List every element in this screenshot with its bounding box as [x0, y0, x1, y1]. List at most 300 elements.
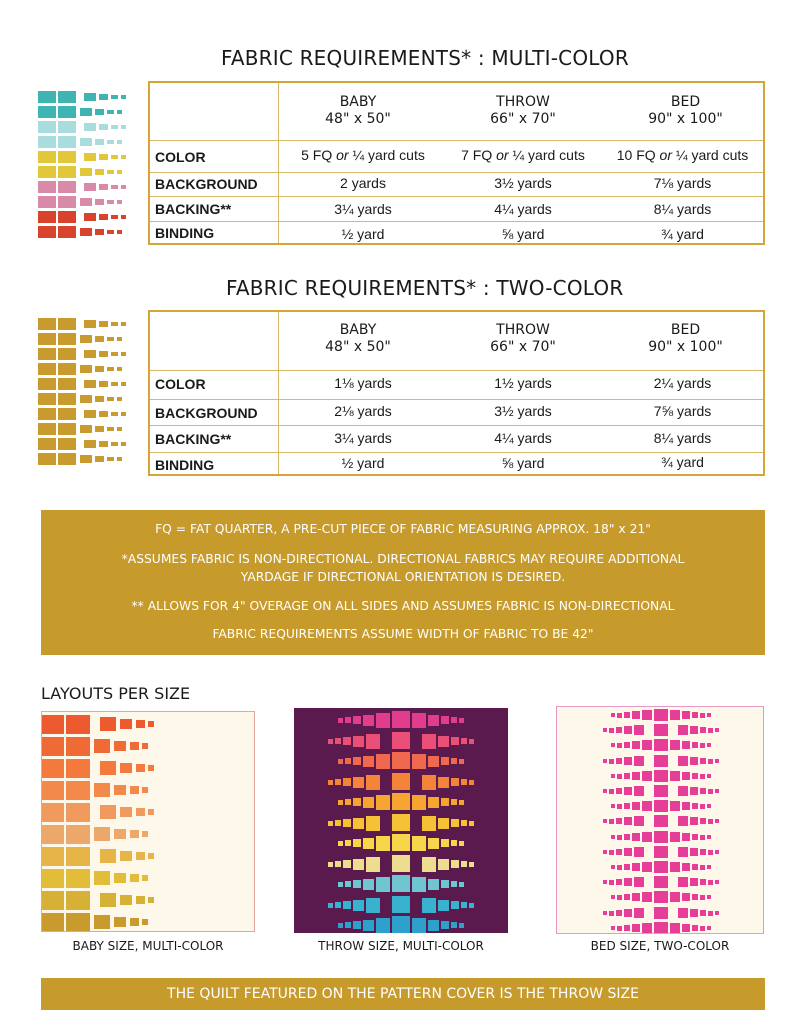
quilt-block [616, 879, 622, 885]
quilt-block [708, 880, 713, 885]
quilt-block [94, 871, 110, 885]
icon-block [58, 106, 76, 118]
icon-block [107, 457, 114, 461]
quilt-block [343, 901, 351, 909]
quilt-block [654, 709, 668, 721]
col-throw-name: THROW [496, 94, 550, 110]
quilt-block [353, 839, 361, 847]
quilt-block [700, 910, 706, 916]
icon-block [95, 169, 104, 175]
quilt-block [634, 908, 644, 918]
quilt-block [130, 830, 139, 838]
quilt-block [412, 754, 426, 769]
quilt-block [632, 893, 640, 901]
icon-block [111, 382, 118, 386]
quilt-block [634, 756, 644, 766]
quilt-block [392, 875, 410, 892]
icon-block [117, 397, 122, 401]
quilt-block [366, 816, 380, 831]
quilt-block [42, 803, 64, 822]
quilt-block [451, 881, 457, 887]
quilt-block [654, 846, 668, 858]
quilt-block [700, 818, 706, 824]
quilt-block [700, 926, 705, 931]
quilt-block [42, 781, 64, 800]
quilt-block [678, 756, 688, 766]
quilt-block [611, 743, 615, 747]
quilt-block [130, 874, 139, 882]
quilt-block [469, 739, 474, 744]
icon-block [58, 378, 76, 390]
quilt-block [338, 759, 343, 764]
quilt-block [42, 869, 64, 888]
icon-block [99, 351, 108, 357]
quilt-block [469, 821, 474, 826]
quilt-block [363, 715, 374, 726]
icon-block [38, 91, 56, 103]
icon-block [121, 412, 126, 416]
icon-block [99, 411, 108, 417]
quilt-block [634, 816, 644, 826]
cell-backing-bed [601, 430, 764, 446]
quilt-block [66, 759, 90, 778]
cell-binding-bed [601, 454, 764, 470]
quilt-block [343, 819, 351, 827]
quilt-block [642, 923, 652, 933]
quilt-block [441, 798, 449, 806]
quilt-block [42, 913, 64, 932]
quilt-block [624, 803, 630, 809]
quilt-block [441, 921, 449, 929]
quilt-block [617, 865, 622, 870]
notes-box [41, 510, 765, 655]
quilt-block [678, 847, 688, 857]
quilt-block [366, 775, 380, 790]
quilt-block [459, 882, 464, 887]
quilt-block [338, 923, 343, 928]
quilt-block [366, 857, 380, 872]
quilt-block [654, 815, 668, 827]
icon-block [80, 228, 92, 236]
quilt-block [715, 728, 719, 732]
quilt-block [376, 918, 390, 933]
quilt-block [617, 895, 622, 900]
icon-block [95, 109, 104, 115]
quilt-block [136, 720, 145, 728]
quilt-block [100, 893, 116, 907]
icon-block [107, 337, 114, 341]
quilt-block [692, 803, 698, 809]
quilt-block [422, 857, 436, 872]
two-color-table [148, 310, 765, 476]
quilt-block [94, 827, 110, 841]
quilt-block [328, 862, 333, 867]
icon-block [58, 196, 76, 208]
icon-block [111, 352, 118, 356]
quilt-block [120, 763, 132, 773]
quilt-block [345, 881, 351, 887]
cell-text: 3¼ yards [334, 201, 392, 217]
quilt-block [42, 737, 64, 756]
two-color-icon [38, 318, 138, 468]
quilt-block [459, 800, 464, 805]
icon-block [111, 95, 118, 99]
multi-color-table [148, 81, 765, 245]
icon-block [58, 393, 76, 405]
quilt-block [345, 840, 351, 846]
quilt-block [459, 759, 464, 764]
quilt-block [422, 816, 436, 831]
note-fq: FQ = FAT QUARTER, A PRE-CUT PIECE OF FABRIC MEASURING APPROX. 18" x 21" [155, 522, 651, 536]
note-directional-2: YARDAGE IF DIRECTIONAL ORIENTATION IS DESIRED. [240, 570, 566, 584]
icon-block [99, 184, 108, 190]
quilt-block [611, 713, 615, 717]
quilt-block [707, 774, 711, 778]
quilt-block [120, 719, 132, 729]
icon-block [107, 397, 114, 401]
quilt-block [603, 850, 607, 854]
quilt-block [624, 848, 632, 856]
quilt-block [634, 725, 644, 735]
cell-color-bed [601, 147, 764, 163]
quilt-block [624, 773, 630, 779]
cell-color-throw [443, 375, 603, 391]
quilt-block [94, 739, 110, 753]
col-throw-size: 66" x 70" [490, 339, 556, 355]
quilt-block [690, 848, 698, 856]
quilt-block [392, 896, 410, 913]
icon-block [84, 320, 96, 328]
quilt-block [428, 920, 439, 931]
row-label-background: BACKGROUND [155, 405, 258, 421]
quilt-block [624, 878, 632, 886]
quilt-block [328, 903, 333, 908]
cell-text: 1½ yards [494, 375, 552, 391]
icon-block [84, 410, 96, 418]
throw-caption: THROW SIZE, MULTI-COLOR [318, 939, 484, 953]
quilt-block [678, 816, 688, 826]
quilt-block [438, 777, 449, 788]
quilt-block [392, 916, 410, 933]
quilt-block [707, 835, 711, 839]
quilt-block [708, 789, 713, 794]
quilt-block [603, 880, 607, 884]
col-bed-name: BED [670, 94, 701, 110]
quilt-block [678, 908, 688, 918]
quilt-block [451, 860, 459, 868]
quilt-block [353, 777, 364, 788]
quilt-block [345, 922, 351, 928]
row-label-binding: BINDING [155, 457, 215, 473]
cell-backing-bed [601, 201, 764, 217]
quilt-block [682, 863, 690, 871]
quilt-block [603, 789, 607, 793]
quilt-block [624, 757, 632, 765]
quilt-block [66, 803, 90, 822]
quilt-block [700, 835, 705, 840]
quilt-block [148, 897, 154, 903]
quilt-block [715, 880, 719, 884]
quilt-block [609, 911, 614, 916]
quilt-block [392, 773, 410, 790]
quilt-block [148, 765, 154, 771]
icon-block [80, 335, 92, 343]
icon-block [117, 230, 122, 234]
icon-block [84, 123, 96, 131]
quilt-block [343, 860, 351, 868]
quilt-block [338, 718, 343, 723]
cell-text: 5 FQ or ¼ yard cuts [301, 147, 425, 163]
col-throw [438, 94, 608, 128]
quilt-block [609, 880, 614, 885]
quilt-block [42, 891, 64, 910]
icon-block [80, 365, 92, 373]
multi-color-icon [38, 91, 138, 241]
quilt-block [412, 836, 426, 851]
quilt-block [692, 773, 698, 779]
icon-block [38, 121, 56, 133]
quilt-block [461, 861, 467, 867]
cell-text: ½ yard [341, 455, 385, 471]
icon-block [117, 337, 122, 341]
quilt-block [715, 759, 719, 763]
quilt-block [609, 819, 614, 824]
quilt-block [469, 862, 474, 867]
icon-block [84, 213, 96, 221]
icon-block [121, 352, 126, 356]
icon-block [111, 185, 118, 189]
icon-block [121, 442, 126, 446]
cell-background-bed [601, 175, 764, 191]
quilt-block [136, 764, 145, 772]
icon-block [107, 170, 114, 174]
col-bed-size: 90" x 100" [648, 111, 723, 127]
icon-block [38, 453, 56, 465]
quilt-block [617, 743, 622, 748]
quilt-block [678, 725, 688, 735]
quilt-block [343, 778, 351, 786]
col-baby [278, 322, 438, 356]
quilt-block [692, 742, 698, 748]
icon-block [80, 138, 92, 146]
quilt-block [642, 710, 652, 720]
cell-text: 3¼ yards [334, 430, 392, 446]
icon-block [38, 106, 56, 118]
icon-block [84, 153, 96, 161]
icon-block [117, 367, 122, 371]
quilt-block [451, 922, 457, 928]
icon-block [121, 215, 126, 219]
quilt-block [343, 737, 351, 745]
quilt-block [624, 742, 630, 748]
icon-block [117, 170, 122, 174]
cell-text: ⅝ yard [501, 226, 545, 242]
quilt-block [654, 724, 668, 736]
quilt-block [617, 804, 622, 809]
cell-backing-baby [278, 430, 448, 446]
quilt-block [136, 808, 145, 816]
quilt-block [459, 923, 464, 928]
cell-color-baby [278, 147, 448, 163]
quilt-block [100, 761, 116, 775]
quilt-block [690, 787, 698, 795]
quilt-block [114, 829, 126, 839]
col-throw-name: THROW [496, 322, 550, 338]
quilt-block [611, 895, 615, 899]
cell-text: 10 FQ or ¼ yard cuts [616, 147, 749, 163]
icon-block [95, 396, 104, 402]
cell-text: 4¼ yards [494, 201, 552, 217]
quilt-block [654, 907, 668, 919]
icon-block [107, 110, 114, 114]
cell-text: 7 FQ or ¼ yard cuts [461, 147, 585, 163]
cell-backing-throw [443, 201, 603, 217]
quilt-block [461, 902, 467, 908]
quilt-block [461, 779, 467, 785]
quilt-block [114, 741, 126, 751]
quilt-block [142, 743, 148, 749]
quilt-block [451, 778, 459, 786]
quilt-block [148, 721, 154, 727]
quilt-block [654, 739, 668, 751]
baby-caption: BABY SIZE, MULTI-COLOR [72, 939, 224, 953]
quilt-block [642, 771, 652, 781]
quilt-block [459, 841, 464, 846]
col-baby [278, 94, 438, 128]
quilt-block [642, 832, 652, 842]
quilt-block [376, 795, 390, 810]
two-color-title: FABRIC REQUIREMENTS* : TWO-COLOR [226, 276, 624, 300]
quilt-block [642, 801, 652, 811]
quilt-block [376, 877, 390, 892]
quilt-block [609, 728, 614, 733]
icon-block [95, 229, 104, 235]
quilt-block [642, 862, 652, 872]
note-width: FABRIC REQUIREMENTS ASSUME WIDTH OF FABRIC TO BE 42" [212, 627, 594, 641]
quilt-block [616, 758, 622, 764]
quilt-block [42, 759, 64, 778]
icon-block [58, 211, 76, 223]
quilt-block [707, 743, 711, 747]
quilt-block [670, 771, 680, 781]
icon-block [58, 423, 76, 435]
quilt-block [136, 852, 145, 860]
quilt-block [335, 861, 341, 867]
quilt-block [428, 756, 439, 767]
quilt-block [700, 849, 706, 855]
quilt-block [66, 847, 90, 866]
icon-block [99, 214, 108, 220]
quilt-block [707, 865, 711, 869]
quilt-block [451, 799, 457, 805]
quilt-block [376, 713, 390, 728]
quilt-block [611, 835, 615, 839]
row-label-backing: BACKING** [155, 431, 232, 447]
icon-block [117, 110, 122, 114]
quilt-block [441, 757, 449, 765]
quilt-block [611, 926, 615, 930]
quilt-block [461, 820, 467, 826]
icon-block [111, 322, 118, 326]
quilt-block [690, 757, 698, 765]
icon-block [107, 200, 114, 204]
quilt-block [363, 797, 374, 808]
quilt-block [412, 795, 426, 810]
quilt-block [392, 793, 410, 810]
quilt-block [130, 786, 139, 794]
icon-block [38, 378, 56, 390]
quilt-block [353, 880, 361, 888]
cell-text: 3½ yards [494, 403, 552, 419]
icon-block [80, 425, 92, 433]
quilt-block [611, 774, 615, 778]
cell-color-throw [443, 147, 603, 163]
quilt-block [700, 774, 705, 779]
quilt-block [130, 918, 139, 926]
quilt-block [692, 925, 698, 931]
quilt-block [670, 862, 680, 872]
quilt-block [345, 717, 351, 723]
quilt-block [338, 882, 343, 887]
quilt-block [66, 913, 90, 932]
quilt-block [142, 919, 148, 925]
multi-color-title: FABRIC REQUIREMENTS* : MULTI-COLOR [221, 46, 629, 70]
quilt-block [428, 797, 439, 808]
quilt-block [632, 802, 640, 810]
quilt-block [654, 831, 668, 843]
icon-block [58, 438, 76, 450]
quilt-block [609, 759, 614, 764]
icon-block [107, 230, 114, 234]
quilt-block [632, 863, 640, 871]
quilt-block [690, 909, 698, 917]
col-baby-size: 48" x 50" [325, 111, 391, 127]
quilt-block [700, 804, 705, 809]
icon-block [107, 367, 114, 371]
quilt-block [632, 833, 640, 841]
quilt-block [690, 878, 698, 886]
icon-block [80, 198, 92, 206]
quilt-block [422, 775, 436, 790]
cell-background-bed [601, 403, 764, 419]
quilt-block [451, 717, 457, 723]
icon-block [58, 226, 76, 238]
quilt-block [632, 924, 640, 932]
quilt-block [412, 713, 426, 728]
cell-background-baby [278, 403, 448, 419]
quilt-block [715, 850, 719, 854]
quilt-block [100, 717, 116, 731]
quilt-block [682, 772, 690, 780]
quilt-block [707, 713, 711, 717]
note-overage: ** ALLOWS FOR 4" OVERAGE ON ALL SIDES AND ASSUMES FABRIC IS NON-DIRECTIONAL [131, 599, 675, 613]
cell-text: 8¼ yards [653, 430, 712, 446]
cell-text: ¾ yard [661, 226, 704, 242]
icon-block [111, 412, 118, 416]
quilt-block [338, 800, 343, 805]
quilt-block [353, 798, 361, 806]
icon-block [58, 136, 76, 148]
icon-block [80, 455, 92, 463]
quilt-block [682, 741, 690, 749]
quilt-block [603, 759, 607, 763]
quilt-block [451, 737, 459, 745]
col-baby-name: BABY [339, 94, 377, 110]
quilt-block [642, 892, 652, 902]
col-throw [438, 322, 608, 356]
icon-block [95, 426, 104, 432]
quilt-block [692, 712, 698, 718]
